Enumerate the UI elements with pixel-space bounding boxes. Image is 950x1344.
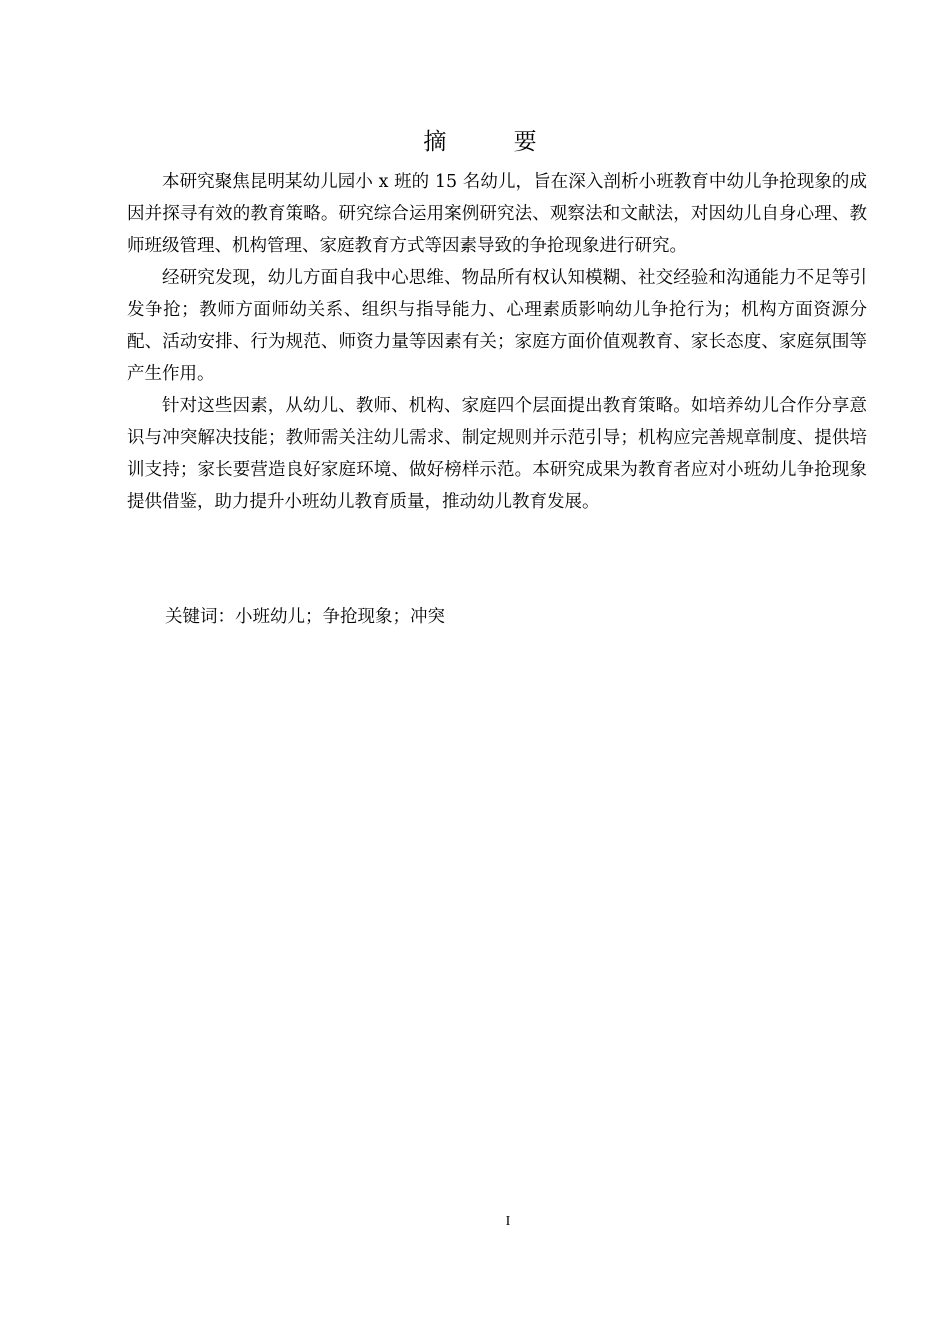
abstract-paragraph-2: 经研究发现，幼儿方面自我中心思维、物品所有权认知模糊、社交经验和沟通能力不足等引发争抢；教师方面师幼关系、组织与指导能力、心理素质影响幼儿争抢行为；机构方面资源分配、活动安排、行为规范、师资力量等因素有关；家庭方面价值观教育、家长态度、家庭氛围等产生作用。 [127, 268, 867, 384]
abstract-paragraph-1: 本研究聚焦昆明某幼儿园小 x 班的 15 名幼儿，旨在深入剖析小班教育中幼儿争抢现象的成因并探寻有效的教育策略。研究综合运用案例研究法、观察法和文献法，对因幼儿自身心理、教师班级管理、机构管理、家庭教育方式等因素导致的争抢现象进行研究。 [127, 172, 867, 256]
abstract-body [127, 166, 867, 518]
abstract-paragraph-3: 针对这些因素，从幼儿、教师、机构、家庭四个层面提出教育策略。如培养幼儿合作分享意识与冲突解决技能；教师需关注幼儿需求、制定规则并示范引导；机构应完善规章制度、提供培训支持；家长要营造良好家庭环境、做好榜样示范。本研究成果为教育者应对小班幼儿争抢现象提供借鉴，助力提升小班幼儿教育质量，推动幼儿教育发展。 [127, 396, 867, 512]
keywords-items: 小班幼儿；争抢现象；冲突 [235, 607, 445, 627]
keywords-line [165, 600, 445, 634]
keywords-label: 关键词： [165, 607, 235, 627]
page-number: I [505, 1214, 511, 1229]
abstract-title: 摘 要 [423, 129, 567, 155]
